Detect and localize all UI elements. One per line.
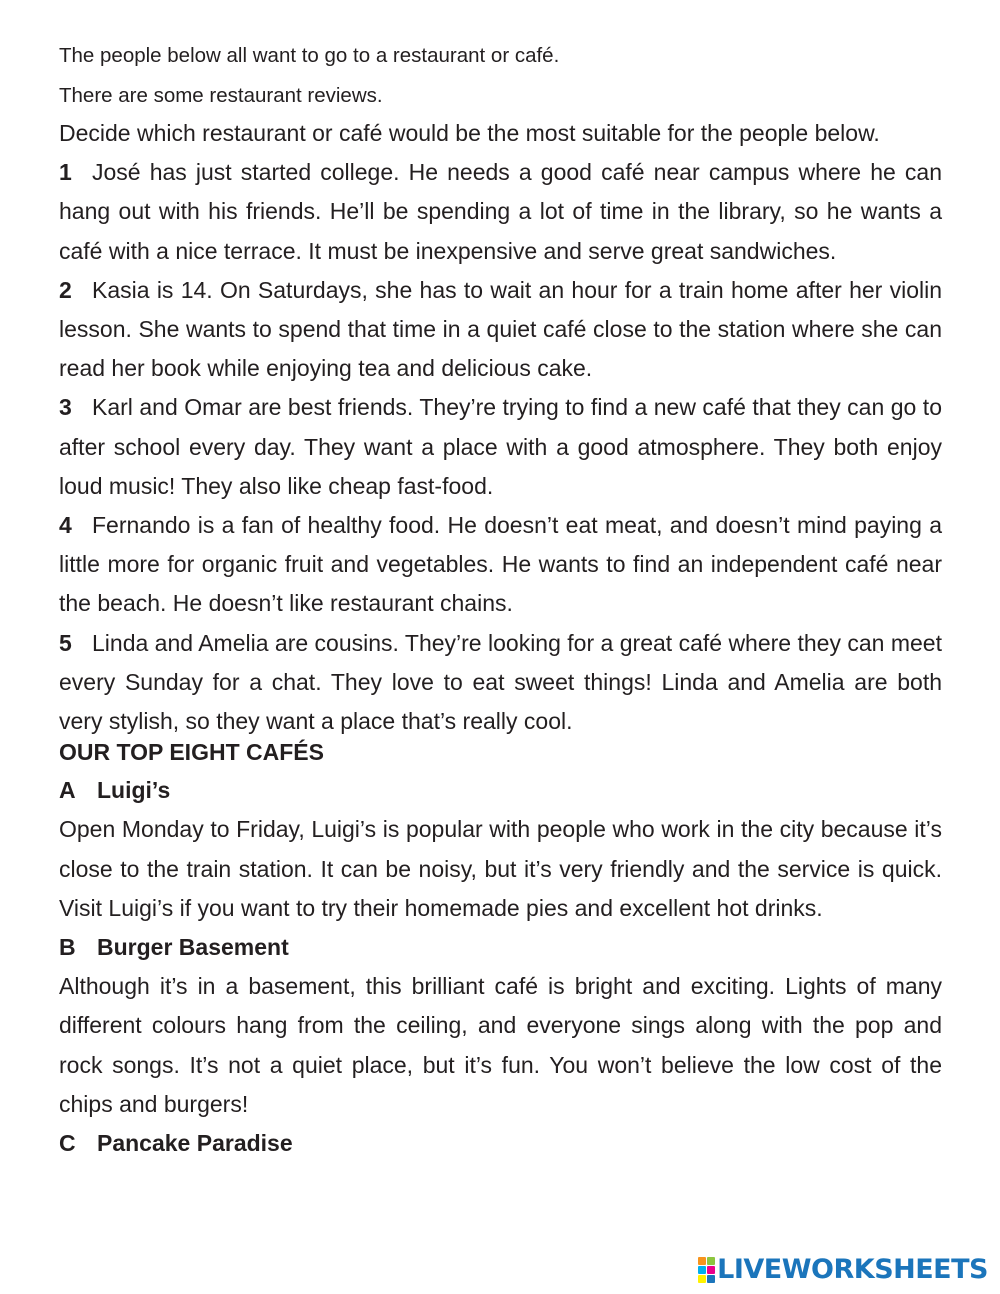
cafe-review-b: Although it’s in a basement, this brilliant café is bright and exciting. Lights of many different colours hang from the ceiling, and everyone sings along with the pop and rock songs. It’s not a quiet place, but it’s fun. You won’t believe the low cost of the chips and burgers! <box>59 973 942 1117</box>
person-text: Linda and Amelia are cousins. They’re looking for a great café where they can meet every Sunday for a chat. They love to eat sweet things! Linda and Amelia are both very stylish, so they want a place that’s really cool. <box>59 629 942 735</box>
intro-line-2: There are some restaurant reviews. <box>59 84 383 107</box>
person-number: 3 <box>59 394 72 421</box>
cafe-letter: C <box>59 1130 76 1157</box>
liveworksheets-logo[interactable] <box>698 1255 988 1285</box>
intro-line-1: The people below all want to go to a restaurant or café. <box>59 44 560 67</box>
worksheet-body <box>59 114 942 1163</box>
cafe-review-a: Open Monday to Friday, Luigi’s is popular with people who work in the city because it’s close to the train station. It can be noisy, but it’s very friendly and the service is quick. Visit Luigi’s if you want to try their homemade pies and excellent hot drinks. <box>59 816 942 921</box>
logo-square <box>707 1266 715 1274</box>
person-number: 1 <box>59 159 72 186</box>
person-number: 4 <box>59 512 72 539</box>
logo-square <box>698 1257 706 1265</box>
liveworksheets-grid-icon <box>698 1257 715 1283</box>
cafe-name: Pancake Paradise <box>97 1130 293 1157</box>
person-item-5 <box>59 624 942 742</box>
cafe-letter: B <box>59 934 76 961</box>
logo-square <box>707 1275 715 1283</box>
logo-square <box>698 1275 706 1283</box>
cafe-name: Burger Basement <box>97 934 289 961</box>
section-title: OUR TOP EIGHT CAFÉS <box>59 739 324 766</box>
person-text: Kasia is 14. On Saturdays, she has to wait an hour for a train home after her violin lesson. She wants to spend that time in a quiet café close to the station where she can read her book while enjoying tea and delicious cake. <box>59 276 942 382</box>
person-number: 2 <box>59 276 72 303</box>
person-number: 5 <box>59 629 72 656</box>
person-item-4 <box>59 506 942 624</box>
person-item-2 <box>59 271 942 389</box>
cafe-name: Luigi’s <box>97 777 171 804</box>
person-text: Karl and Omar are best friends. They’re trying to find a new café that they can go to after school every day. They want a place with a good atmosphere. They both enjoy loud music! They also like cheap fast-food. <box>59 394 942 499</box>
person-item-3 <box>59 388 942 506</box>
cafe-heading-a <box>59 771 942 810</box>
logo-square <box>698 1266 706 1274</box>
person-item-1 <box>59 153 942 271</box>
logo-square <box>707 1257 715 1265</box>
cafe-heading-b <box>59 928 942 967</box>
logo-text: LIVEWORKSHEETS <box>717 1254 988 1285</box>
person-text: José has just started college. He needs a good café near campus where he can hang out with his friends. He’ll be spending a lot of time in the library, so he wants a café with a nice terrace. It must be inexpensive and serve great sandwiches. <box>59 159 942 264</box>
cafe-heading-c <box>59 1124 942 1163</box>
person-text: Fernando is a fan of healthy food. He doesn’t eat meat, and doesn’t mind paying a little more for organic fruit and vegetables. He wants to find an independent café near the beach. He doesn’t like restaurant chains. <box>59 512 942 617</box>
cafe-letter: A <box>59 777 76 804</box>
instructions: Decide which restaurant or café would be the most suitable for the people below. <box>59 120 880 146</box>
